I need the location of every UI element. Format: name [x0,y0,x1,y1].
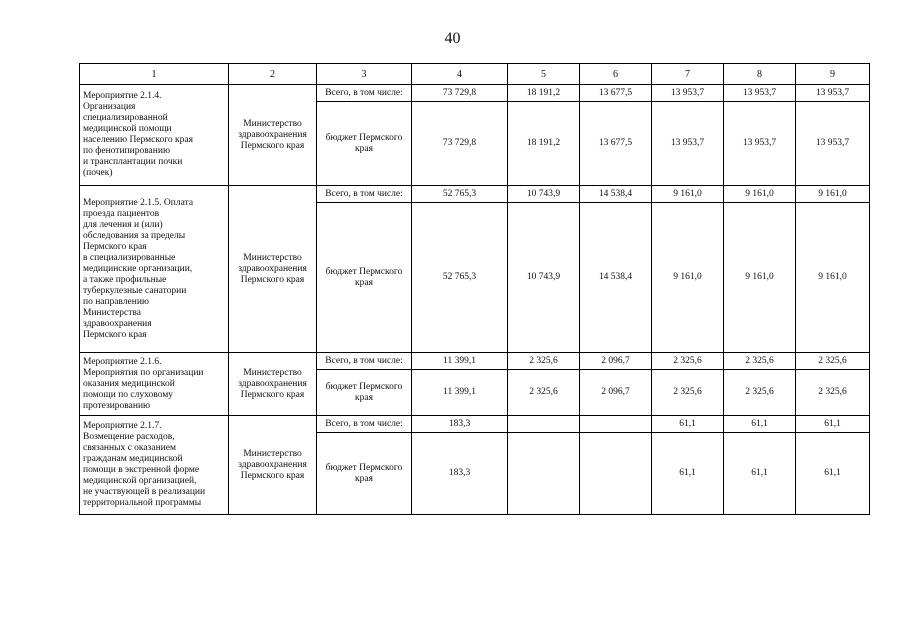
total-value-cell: 61,1 [796,416,870,433]
total-value-cell [508,416,580,433]
budget-value-cell: 61,1 [652,433,724,515]
table-row [80,353,870,370]
total-value-cell: 13 953,7 [652,85,724,102]
total-value-cell: 2 325,6 [508,353,580,370]
table-row [80,186,870,203]
budget-value-cell: 14 538,4 [580,203,652,353]
total-value-cell: 13 677,5 [580,85,652,102]
budget-value-cell: 61,1 [724,433,796,515]
budget-value-cell: 13 953,7 [796,102,870,186]
budget-value-cell: 13 677,5 [580,102,652,186]
total-value-cell: 183,3 [412,416,508,433]
executor-cell: Министерство здравоохранения Пермского края [229,186,317,353]
budget-value-cell: 73 729,8 [412,102,508,186]
budget-value-cell: 9 161,0 [652,203,724,353]
header-cell: 9 [796,64,870,85]
total-label-cell: Всего, в том числе: [317,416,412,433]
budget-value-cell: 11 399,1 [412,370,508,416]
budget-value-cell: 52 765,3 [412,203,508,353]
header-cell: 4 [412,64,508,85]
budget-value-cell: 2 325,6 [724,370,796,416]
total-value-cell: 11 399,1 [412,353,508,370]
total-value-cell: 13 953,7 [724,85,796,102]
total-value-cell: 73 729,8 [412,85,508,102]
budget-value-cell: 9 161,0 [796,203,870,353]
budget-value-cell: 13 953,7 [652,102,724,186]
header-row [80,64,870,85]
budget-label-cell: бюджет Пермского края [317,203,412,353]
budget-value-cell: 61,1 [796,433,870,515]
budget-value-cell: 2 325,6 [652,370,724,416]
total-label-cell: Всего, в том числе: [317,186,412,203]
header-cell: 2 [229,64,317,85]
header-cell: 8 [724,64,796,85]
measure-cell: Мероприятие 2.1.4. Организация специализированной медицинской помощи населению Пермского края по фенотипированию и трансплантации почки (почек) [80,85,229,186]
total-value-cell: 61,1 [724,416,796,433]
executor-cell: Министерство здравоохранения Пермского края [229,353,317,416]
budget-label-cell: бюджет Пермского края [317,370,412,416]
header-cell: 3 [317,64,412,85]
total-label-cell: Всего, в том числе: [317,85,412,102]
budget-label-cell: бюджет Пермского края [317,102,412,186]
total-value-cell [580,416,652,433]
page-number: 40 [444,30,461,47]
budget-value-cell [508,433,580,515]
budget-value-cell: 183,3 [412,433,508,515]
total-value-cell: 13 953,7 [796,85,870,102]
budget-table [79,63,870,515]
total-value-cell: 18 191,2 [508,85,580,102]
header-cell: 5 [508,64,580,85]
budget-value-cell: 9 161,0 [724,203,796,353]
total-value-cell: 9 161,0 [796,186,870,203]
measure-cell: Мероприятие 2.1.7. Возмещение расходов, связанных с оказанием гражданам медицинской помощи в экстренной форме медицинской организацией, не участвующей в реализации территориальной программы [80,416,229,515]
executor-cell: Министерство здравоохранения Пермского края [229,416,317,515]
total-value-cell: 14 538,4 [580,186,652,203]
total-value-cell: 52 765,3 [412,186,508,203]
measure-cell: Мероприятие 2.1.6. Мероприятия по организации оказания медицинской помощи по слуховому протезированию [80,353,229,416]
header-cell: 1 [80,64,229,85]
total-value-cell: 2 325,6 [796,353,870,370]
budget-label-cell: бюджет Пермского края [317,433,412,515]
total-value-cell: 10 743,9 [508,186,580,203]
budget-value-cell: 2 325,6 [796,370,870,416]
header-cell: 7 [652,64,724,85]
budget-value-cell: 2 325,6 [508,370,580,416]
header-cell: 6 [580,64,652,85]
budget-value-cell: 18 191,2 [508,102,580,186]
budget-value-cell: 2 096,7 [580,370,652,416]
table-row [80,416,870,433]
total-value-cell: 2 325,6 [652,353,724,370]
total-value-cell: 2 096,7 [580,353,652,370]
budget-value-cell: 10 743,9 [508,203,580,353]
total-value-cell: 2 325,6 [724,353,796,370]
total-value-cell: 9 161,0 [724,186,796,203]
budget-value-cell: 13 953,7 [724,102,796,186]
total-value-cell: 61,1 [652,416,724,433]
measure-cell: Мероприятие 2.1.5. Оплата проезда пациентов для лечения и (или) обследования за пределы Пермского края в специализированные медицинские организации, а также профильные туберкулезные санатории по направлению Министерства здравоохранения Пермского края [80,186,229,353]
budget-value-cell [580,433,652,515]
total-label-cell: Всего, в том числе: [317,353,412,370]
table-row [80,85,870,102]
executor-cell: Министерство здравоохранения Пермского края [229,85,317,186]
total-value-cell: 9 161,0 [652,186,724,203]
